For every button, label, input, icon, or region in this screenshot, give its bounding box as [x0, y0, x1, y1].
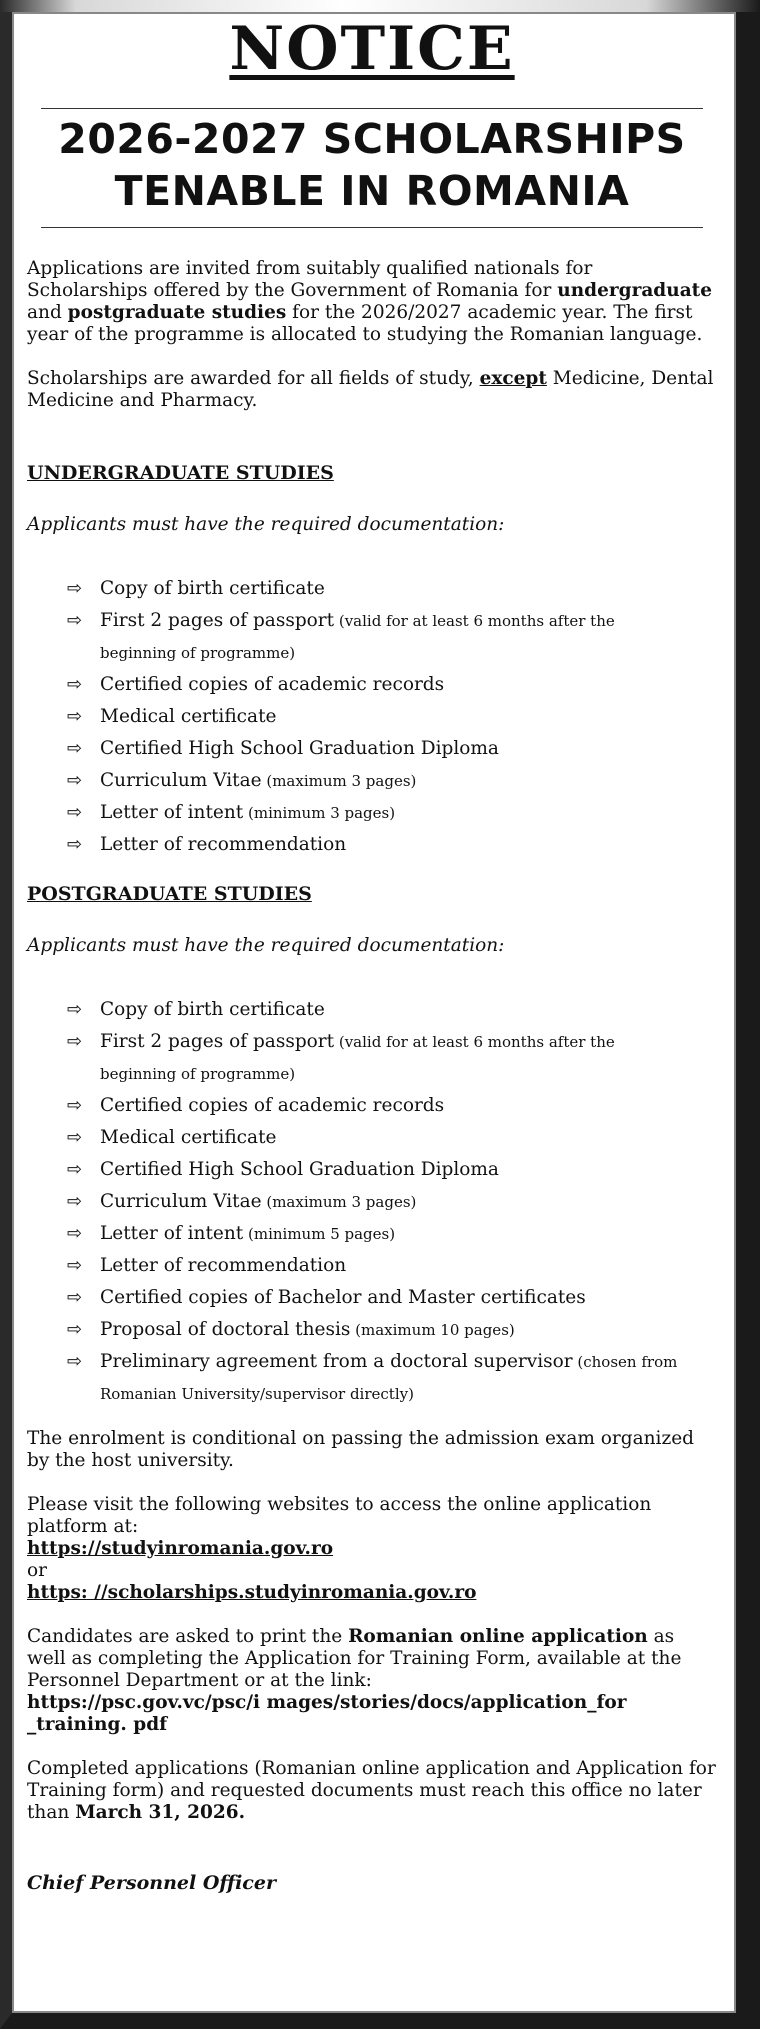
arrow-right-icon: ⇨ [67, 1031, 83, 1052]
document-item-text: Letter of intent [100, 1223, 244, 1244]
document-item [27, 1026, 717, 1090]
undergraduate-document-list [27, 573, 717, 861]
document-item-text: Preliminary agreement from a doctoral supervisor [100, 1351, 573, 1372]
document-item-text: First 2 pages of passport [100, 610, 335, 631]
arrow-right-icon: ⇨ [67, 1159, 83, 1180]
title-line-1: 2026-2027 SCHOLARSHIPS [58, 115, 686, 163]
document-item [27, 1218, 717, 1250]
document-item-note: (maximum 10 pages) [350, 1321, 515, 1339]
document-item [27, 733, 717, 765]
document-item-text: Copy of birth certificate [100, 578, 325, 599]
document-item-note-continued: Romanian University/supervisor directly) [100, 1385, 414, 1403]
document-item [27, 765, 717, 797]
document-item [27, 797, 717, 829]
document-item [27, 573, 717, 605]
document-item [27, 1186, 717, 1218]
document-item [27, 1282, 717, 1314]
arrow-right-icon: ⇨ [67, 674, 83, 695]
document-item-text: Curriculum Vitae [100, 1191, 262, 1212]
studyinromania-link[interactable]: https://studyinromania.gov.ro [27, 1538, 334, 1559]
candidates-paragraph: Candidates are asked to print the Romanian online application as well as completing the Application for Training Form, available at the Personnel Department or at the link: https://psc.gov.vc/psc/i mages/stories/docs/application_for _training. pdf [27, 1626, 682, 1735]
postgraduate-heading: POSTGRADUATE STUDIES [27, 883, 312, 905]
document-item [27, 669, 717, 701]
arrow-right-icon: ⇨ [67, 1191, 83, 1212]
document-item [27, 829, 717, 861]
document-item-text: Curriculum Vitae [100, 770, 262, 791]
document-item-note: (chosen from [572, 1353, 678, 1371]
notice-heading: NOTICE [229, 14, 515, 84]
document-item-text: Letter of recommendation [100, 1255, 347, 1276]
undergraduate-lead: Applicants must have the required documentation: [27, 514, 505, 535]
application-form-link[interactable]: https://psc.gov.vc/psc/i mages/stories/docs/application_for _training. pdf [27, 1692, 627, 1735]
arrow-right-icon: ⇨ [67, 1351, 83, 1372]
document-item-note: (minimum 3 pages) [243, 804, 396, 822]
document-item [27, 994, 717, 1026]
document-item-note: (maximum 3 pages) [261, 772, 417, 790]
document-item-text: Medical certificate [100, 1127, 277, 1148]
signoff: Chief Personnel Officer [27, 1872, 276, 1894]
document-item [27, 701, 717, 733]
arrow-right-icon: ⇨ [67, 802, 83, 823]
document-item-text: Medical certificate [100, 706, 277, 727]
document-item-text: Certified copies of Bachelor and Master certificates [100, 1287, 586, 1308]
deadline-date: March 31, 2026. [75, 1802, 246, 1823]
undergraduate-heading: UNDERGRADUATE STUDIES [27, 462, 334, 484]
scholarships-link[interactable]: https: //scholarships.studyinromania.gov.ro [27, 1582, 477, 1603]
fields-paragraph: Scholarships are awarded for all fields of study, except Medicine, Dental Medicine and Pharmacy. [27, 368, 714, 411]
document-item-text: Certified copies of academic records [100, 674, 445, 695]
arrow-right-icon: ⇨ [67, 1255, 83, 1276]
websites-paragraph: Please visit the following websites to access the online application platform at: https://studyinromania.gov.ro or https: //scholarships.studyinromania.gov.ro [27, 1494, 652, 1603]
arrow-right-icon: ⇨ [67, 578, 83, 599]
arrow-right-icon: ⇨ [67, 610, 83, 631]
document-item [27, 605, 717, 669]
notice-document [27, 14, 717, 1894]
page-title [27, 113, 717, 217]
postgraduate-document-list [27, 994, 717, 1410]
intro-paragraph: Applications are invited from suitably qualified nationals for Scholarships offered by the Government of Romania for undergraduate and postgraduate studies for the 2026/2027 academic year. The first year of the programme is allocated to studying the Romanian language. [27, 258, 712, 345]
document-item [27, 1346, 717, 1410]
document-item [27, 1090, 717, 1122]
document-item-text: Certified High School Graduation Diploma [100, 1159, 499, 1180]
divider-bottom [41, 227, 703, 228]
divider-top [41, 108, 703, 109]
enrolment-paragraph: The enrolment is conditional on passing the admission exam organized by the host university. [27, 1428, 695, 1471]
document-item-note-continued: beginning of programme) [100, 644, 296, 662]
document-item-text: Copy of birth certificate [100, 999, 325, 1020]
arrow-right-icon: ⇨ [67, 1223, 83, 1244]
document-item-note: (minimum 5 pages) [243, 1225, 396, 1243]
arrow-right-icon: ⇨ [67, 1127, 83, 1148]
title-line-2: TENABLE IN ROMANIA [114, 167, 630, 215]
document-item-note-continued: beginning of programme) [100, 1065, 296, 1083]
arrow-right-icon: ⇨ [67, 706, 83, 727]
document-item-note: (valid for at least 6 months after the [334, 612, 615, 630]
arrow-right-icon: ⇨ [67, 1287, 83, 1308]
arrow-right-icon: ⇨ [67, 1319, 83, 1340]
document-item-note: (maximum 3 pages) [261, 1193, 417, 1211]
document-item-text: Letter of recommendation [100, 834, 347, 855]
document-item [27, 1314, 717, 1346]
document-item [27, 1122, 717, 1154]
arrow-right-icon: ⇨ [67, 738, 83, 759]
postgraduate-lead: Applicants must have the required documentation: [27, 935, 505, 956]
document-item-note: (valid for at least 6 months after the [334, 1033, 615, 1051]
arrow-right-icon: ⇨ [67, 1095, 83, 1116]
arrow-right-icon: ⇨ [67, 999, 83, 1020]
document-item-text: Certified copies of academic records [100, 1095, 445, 1116]
arrow-right-icon: ⇨ [67, 770, 83, 791]
document-item [27, 1250, 717, 1282]
document-item-text: Letter of intent [100, 802, 244, 823]
document-item-text: First 2 pages of passport [100, 1031, 335, 1052]
document-item-text: Certified High School Graduation Diploma [100, 738, 499, 759]
arrow-right-icon: ⇨ [67, 834, 83, 855]
deadline-paragraph: Completed applications (Romanian online application and Application for Training form) and requested documents must reach this office no later than March 31, 2026. [27, 1758, 716, 1823]
document-item-text: Proposal of doctoral thesis [100, 1319, 351, 1340]
document-item [27, 1154, 717, 1186]
